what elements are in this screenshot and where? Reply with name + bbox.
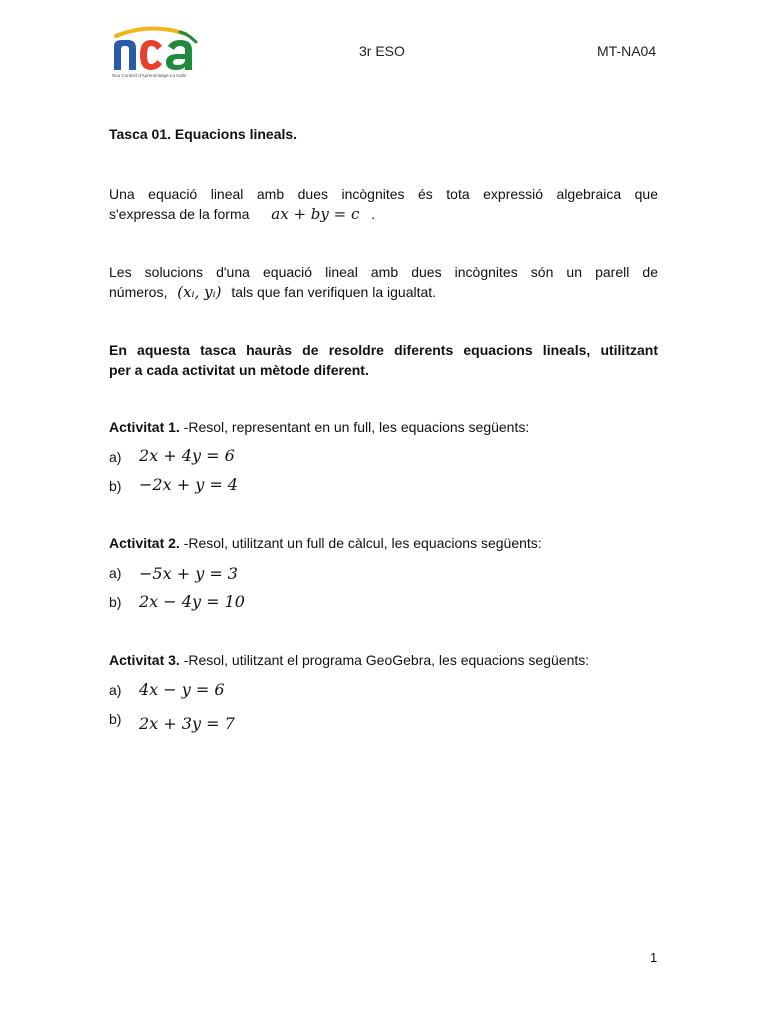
activity-1-label: Activitat 1. [109,419,180,435]
solutions-line-2-suffix: tals que fan verifiquen la igualtat. [231,284,437,300]
solution-pair: (xᵢ, yᵢ) [177,283,222,301]
activity-3-label: Activitat 3. [109,652,180,668]
intro-line-2-prefix: s'expressa de la forma [109,206,250,222]
solutions-line-1: Les solucions d'una equació lineal amb dues incògnites són un parell de [109,264,658,280]
activity-2-label: Activitat 2. [109,535,180,551]
activity-3-item-b-equation: 2x + 3y = 7 [139,714,235,733]
intro-line-1: Una equació lineal amb dues incògnites és tota expressió algebraica que [109,186,658,202]
activity-3-heading [109,652,589,668]
activity-1-text: -Resol, representant en un full, les equacions següents: [179,419,530,435]
activity-2-item-a-marker: a) [109,565,122,581]
activity-2-heading [109,535,542,551]
activity-3-item-a-marker: a) [109,682,122,698]
activity-1-item-a-marker: a) [109,449,122,465]
linear-equation-form: ax + by = c [271,205,360,223]
instructions-line-1: En aquesta tasca hauràs de resoldre diferents equacions lineals, utilitzant [109,342,658,358]
intro-line-2 [109,204,658,224]
solutions-line-2 [109,282,658,302]
document-code: MT-NA04 [597,43,657,59]
activity-2-item-a-equation: −5x + y = 3 [139,564,238,583]
logo-caption: Nou Context d'Aprenentatge La Salle [112,73,187,78]
activity-3-item-a-equation: 4x − y = 6 [139,680,225,699]
solutions-line-2-prefix: números, [109,284,168,300]
intro-paragraph [109,184,658,224]
instructions-paragraph [109,340,658,380]
activity-3-item-b-marker: b) [109,711,122,727]
activity-1-item-b-marker: b) [109,478,122,494]
intro-line-2-suffix: . [371,206,376,222]
activity-1-item-b-equation: −2x + y = 4 [139,475,238,494]
solutions-paragraph [109,262,658,302]
activity-1-item-a-equation: 2x + 4y = 6 [139,446,235,465]
course-label: 3r ESO [359,43,405,59]
page-title: Tasca 01. Equacions lineals. [109,126,298,142]
activity-2-item-b-equation: 2x − 4y = 10 [139,592,245,611]
activity-2-text: -Resol, utilitzant un full de càlcul, les equacions següents: [179,535,542,551]
activity-1-heading [109,419,529,435]
page-number: 1 [650,950,658,965]
activity-3-text: -Resol, utilitzant el programa GeoGebra, les equacions següents: [179,652,590,668]
activity-2-item-b-marker: b) [109,594,122,610]
instructions-line-2: per a cada activitat un mètode diferent. [109,362,369,378]
